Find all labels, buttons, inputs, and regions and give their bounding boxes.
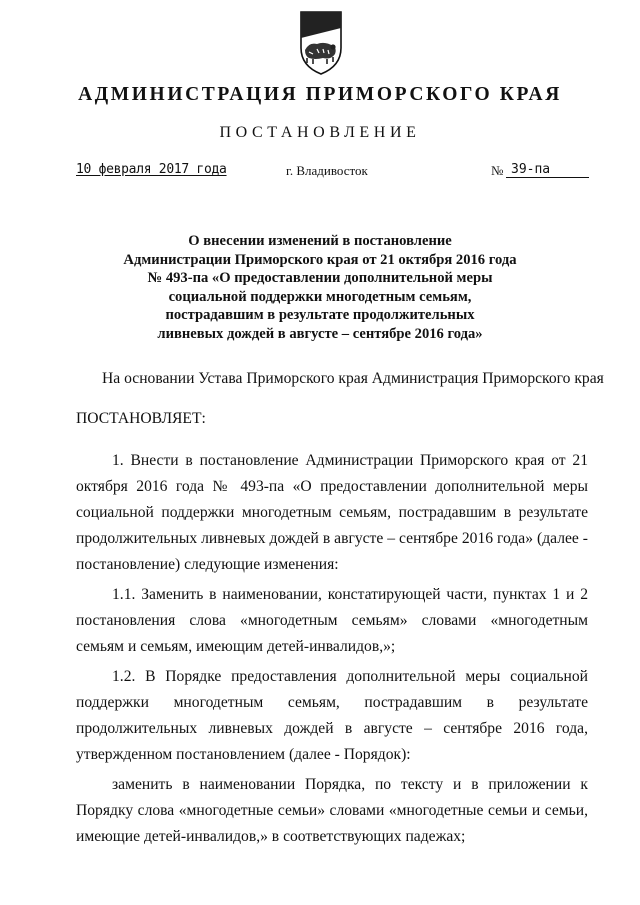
paragraph-1-1: 1.1. Заменить в наименовании, констатирующей части, пунктах 1 и 2 постановления слова «многодетным семьям» словами «многодетным семьям и семьям, имеющим детей-инвалидов,»; bbox=[76, 586, 588, 655]
document-type: ПОСТАНОВЛЕНИЕ bbox=[219, 124, 421, 141]
document-body bbox=[76, 448, 588, 854]
paragraph-1-2: 1.2. В Порядке предоставления дополнительной меры социальной поддержки многодетным семьям, пострадавшим в результате продолжительных ливневых дождей в августе – сентябре 2016 года, утвержденном постановлением (далее - Порядок): bbox=[76, 668, 588, 763]
legal-basis: На основании Устава Приморского края Администрация Приморского края bbox=[102, 370, 604, 387]
title-line: ливневых дождей в августе – сентябре 2016 года» bbox=[157, 325, 483, 342]
document-title bbox=[110, 232, 530, 344]
coat-of-arms-icon bbox=[295, 8, 347, 78]
title-line: № 493-па «О предоставлении дополнительной меры bbox=[147, 270, 493, 287]
title-line: Администрации Приморского края от 21 октября 2016 года bbox=[123, 251, 517, 268]
title-line: О внесении изменений в постановление bbox=[188, 233, 452, 249]
document-date: 10 февраля 2017 года bbox=[76, 162, 227, 177]
coat-of-arms-emblem bbox=[295, 8, 347, 78]
title-line: пострадавшим в результате продолжительных bbox=[165, 307, 475, 324]
organization-name: АДМИНИСТРАЦИЯ ПРИМОРСКОГО КРАЯ bbox=[78, 84, 562, 105]
title-line: социальной поддержки многодетным семьям, bbox=[168, 288, 472, 305]
decree-heading: ПОСТАНОВЛЯЕТ: bbox=[76, 410, 206, 427]
paragraph-1: 1. Внести в постановление Администрации Приморского края от 21 октября 2016 года № 493-па «О предоставлении дополнительной меры социальной поддержки многодетным семьям, пострадавшим в результате продолжительных ливневых дождей в августе – сентябре 2016 года» (далее - постановление) следующие изменения: bbox=[76, 452, 588, 573]
document-number-label: № bbox=[491, 163, 504, 178]
document-city: г. Владивосток bbox=[286, 163, 368, 178]
document-number: 39-па bbox=[506, 162, 589, 178]
paragraph-1-2-sub: заменить в наименовании Порядка, по тексту и в приложении к Порядку слова «многодетные семьи» словами «многодетные семьи и семьи, имеющие детей-инвалидов,» в соответствующих падежах; bbox=[76, 776, 588, 845]
